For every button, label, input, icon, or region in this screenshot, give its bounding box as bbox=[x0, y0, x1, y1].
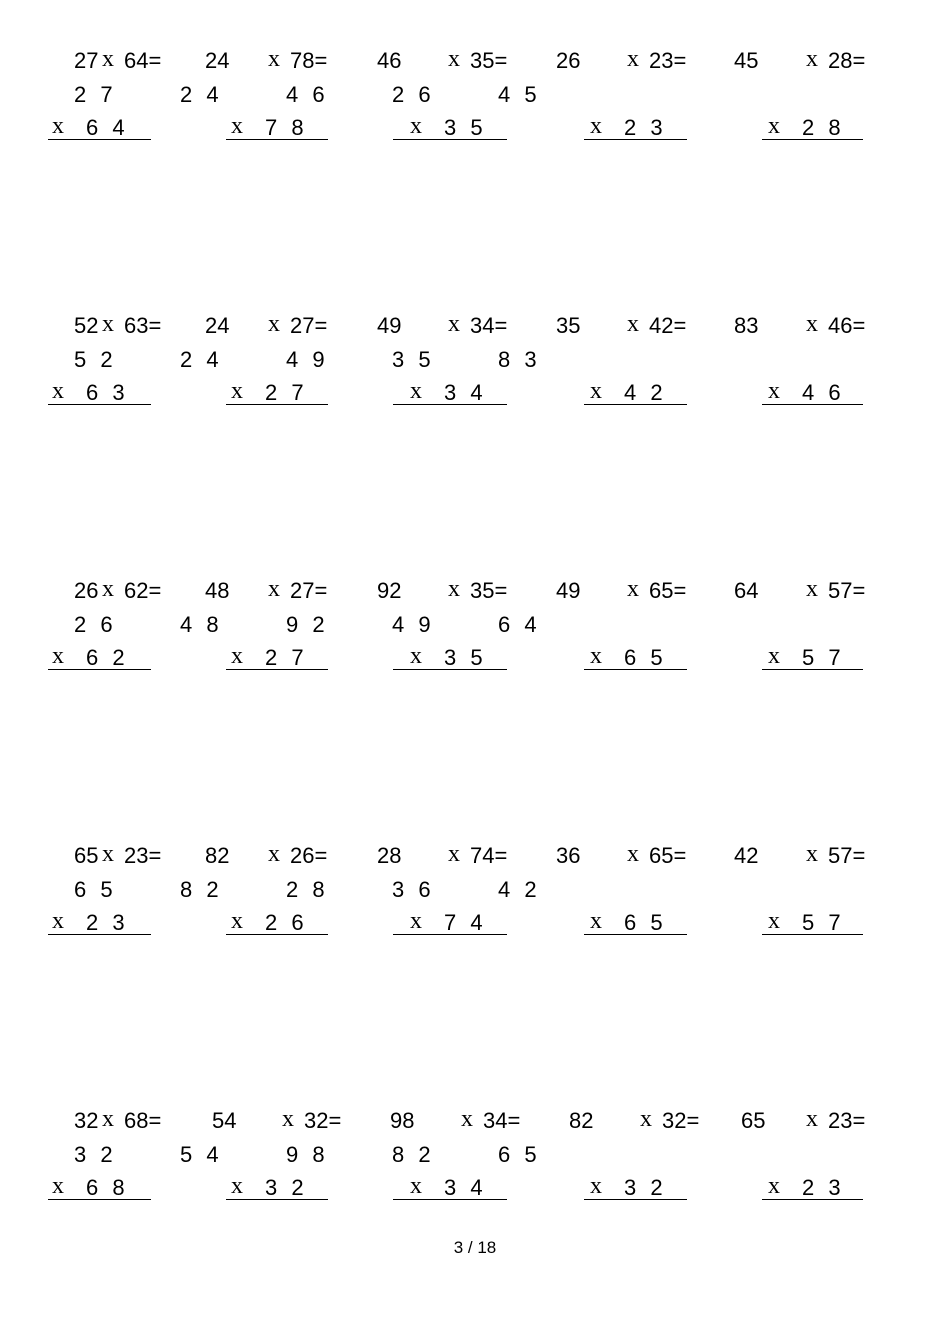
multiplicand: 4 2 bbox=[498, 877, 541, 902]
equation-text: 54 bbox=[212, 1108, 237, 1133]
equation-text: 83 bbox=[734, 313, 759, 338]
multiplicand: 3 2 bbox=[74, 1142, 117, 1167]
multiplicand: 3 5 bbox=[392, 347, 435, 372]
multiplicand: 9 2 bbox=[286, 612, 329, 637]
times-sign: x bbox=[590, 908, 602, 934]
multiplicand: 2 6 bbox=[74, 612, 117, 637]
multiplicand: 6 4 bbox=[498, 612, 541, 637]
equation-text: 26 bbox=[74, 578, 99, 603]
equation-text: 32= bbox=[304, 1108, 342, 1133]
times-sign: x bbox=[410, 113, 422, 139]
multiplier: 2 3 bbox=[86, 910, 129, 935]
times-sign: x bbox=[640, 1106, 652, 1132]
times-sign: x bbox=[231, 378, 243, 404]
equation-text: 74= bbox=[470, 843, 508, 868]
times-sign: x bbox=[282, 1106, 294, 1132]
equation-text: 23= bbox=[828, 1108, 866, 1133]
equation-text: 35 bbox=[556, 313, 581, 338]
multiplicand: 4 5 bbox=[498, 82, 541, 107]
times-sign: x bbox=[627, 46, 639, 72]
times-sign: x bbox=[410, 378, 422, 404]
equation-text: 64= bbox=[124, 48, 162, 73]
times-sign: x bbox=[461, 1106, 473, 1132]
answer-line bbox=[393, 404, 507, 405]
multiplier: 6 8 bbox=[86, 1175, 129, 1200]
equation-text: 23= bbox=[124, 843, 162, 868]
answer-line bbox=[226, 934, 328, 935]
equation-text: 65 bbox=[741, 1108, 766, 1133]
times-sign: x bbox=[231, 643, 243, 669]
multiplier: 5 7 bbox=[802, 910, 845, 935]
times-sign: x bbox=[448, 46, 460, 72]
multiplier: 3 5 bbox=[444, 645, 487, 670]
times-sign: x bbox=[102, 841, 114, 867]
equation-text: 52 bbox=[74, 313, 99, 338]
multiplicand: 4 8 bbox=[180, 612, 223, 637]
equation-text: 34= bbox=[483, 1108, 521, 1133]
multiplier: 3 5 bbox=[444, 115, 487, 140]
times-sign: x bbox=[231, 908, 243, 934]
times-sign: x bbox=[806, 1106, 818, 1132]
equation-text: 27= bbox=[290, 578, 328, 603]
times-sign: x bbox=[806, 841, 818, 867]
times-sign: x bbox=[448, 841, 460, 867]
answer-line bbox=[762, 934, 863, 935]
answer-line bbox=[48, 669, 151, 670]
multiplier: 6 5 bbox=[624, 645, 667, 670]
problem-row bbox=[0, 843, 950, 953]
equation-text: 65= bbox=[649, 843, 687, 868]
multiplicand: 4 6 bbox=[286, 82, 329, 107]
multiplicand: 6 5 bbox=[498, 1142, 541, 1167]
times-sign: x bbox=[448, 576, 460, 602]
multiplier: 6 3 bbox=[86, 380, 129, 405]
multiplier: 7 4 bbox=[444, 910, 487, 935]
times-sign: x bbox=[410, 1173, 422, 1199]
answer-line bbox=[762, 139, 863, 140]
equation-text: 46= bbox=[828, 313, 866, 338]
multiplicand: 8 2 bbox=[392, 1142, 435, 1167]
answer-line bbox=[226, 404, 328, 405]
problem-row bbox=[0, 578, 950, 688]
times-sign: x bbox=[590, 113, 602, 139]
times-sign: x bbox=[52, 378, 64, 404]
equation-text: 35= bbox=[470, 578, 508, 603]
times-sign: x bbox=[410, 643, 422, 669]
equation-text: 27= bbox=[290, 313, 328, 338]
equation-text: 24 bbox=[205, 48, 230, 73]
equation-text: 32= bbox=[662, 1108, 700, 1133]
problem-row bbox=[0, 48, 950, 158]
times-sign: x bbox=[806, 311, 818, 337]
answer-line bbox=[48, 934, 151, 935]
answer-line bbox=[762, 404, 863, 405]
times-sign: x bbox=[768, 1173, 780, 1199]
multiplicand: 4 9 bbox=[392, 612, 435, 637]
times-sign: x bbox=[268, 841, 280, 867]
multiplicand: 2 4 bbox=[180, 82, 223, 107]
times-sign: x bbox=[806, 576, 818, 602]
times-sign: x bbox=[768, 908, 780, 934]
times-sign: x bbox=[102, 576, 114, 602]
answer-line bbox=[762, 1199, 863, 1200]
equation-text: 36 bbox=[556, 843, 581, 868]
multiplicand: 8 3 bbox=[498, 347, 541, 372]
equation-text: 64 bbox=[734, 578, 759, 603]
equation-text: 62= bbox=[124, 578, 162, 603]
equation-text: 65= bbox=[649, 578, 687, 603]
times-sign: x bbox=[627, 841, 639, 867]
multiplier: 3 4 bbox=[444, 1175, 487, 1200]
times-sign: x bbox=[268, 311, 280, 337]
multiplicand: 5 4 bbox=[180, 1142, 223, 1167]
times-sign: x bbox=[627, 576, 639, 602]
times-sign: x bbox=[52, 1173, 64, 1199]
times-sign: x bbox=[102, 311, 114, 337]
equation-text: 82 bbox=[569, 1108, 594, 1133]
equation-text: 32 bbox=[74, 1108, 99, 1133]
answer-line bbox=[584, 139, 687, 140]
multiplier: 2 3 bbox=[802, 1175, 845, 1200]
multiplier: 2 7 bbox=[265, 380, 308, 405]
equation-text: 26= bbox=[290, 843, 328, 868]
multiplier: 3 2 bbox=[265, 1175, 308, 1200]
multiplicand: 3 6 bbox=[392, 877, 435, 902]
answer-line bbox=[48, 1199, 151, 1200]
equation-text: 49 bbox=[556, 578, 581, 603]
times-sign: x bbox=[627, 311, 639, 337]
equation-text: 24 bbox=[205, 313, 230, 338]
multiplier: 2 3 bbox=[624, 115, 667, 140]
multiplicand: 2 8 bbox=[286, 877, 329, 902]
multiplier: 5 7 bbox=[802, 645, 845, 670]
answer-line bbox=[226, 1199, 328, 1200]
equation-text: 26 bbox=[556, 48, 581, 73]
multiplicand: 4 9 bbox=[286, 347, 329, 372]
times-sign: x bbox=[268, 576, 280, 602]
problem-row bbox=[0, 1108, 950, 1218]
multiplier: 2 6 bbox=[265, 910, 308, 935]
times-sign: x bbox=[768, 113, 780, 139]
equation-text: 49 bbox=[377, 313, 402, 338]
multiplicand: 2 6 bbox=[392, 82, 435, 107]
equation-text: 42= bbox=[649, 313, 687, 338]
equation-text: 78= bbox=[290, 48, 328, 73]
times-sign: x bbox=[590, 1173, 602, 1199]
answer-line bbox=[393, 139, 507, 140]
equation-text: 46 bbox=[377, 48, 402, 73]
problem-row bbox=[0, 313, 950, 423]
multiplier: 2 8 bbox=[802, 115, 845, 140]
equation-text: 57= bbox=[828, 843, 866, 868]
times-sign: x bbox=[268, 46, 280, 72]
times-sign: x bbox=[806, 46, 818, 72]
times-sign: x bbox=[102, 46, 114, 72]
times-sign: x bbox=[590, 643, 602, 669]
multiplicand: 5 2 bbox=[74, 347, 117, 372]
answer-line bbox=[584, 404, 687, 405]
equation-text: 27 bbox=[74, 48, 99, 73]
multiplier: 6 2 bbox=[86, 645, 129, 670]
answer-line bbox=[48, 404, 151, 405]
equation-text: 65 bbox=[74, 843, 99, 868]
equation-text: 98 bbox=[390, 1108, 415, 1133]
equation-text: 35= bbox=[470, 48, 508, 73]
times-sign: x bbox=[410, 908, 422, 934]
answer-line bbox=[762, 669, 863, 670]
equation-text: 42 bbox=[734, 843, 759, 868]
multiplier: 6 5 bbox=[624, 910, 667, 935]
multiplier: 6 4 bbox=[86, 115, 129, 140]
equation-text: 82 bbox=[205, 843, 230, 868]
times-sign: x bbox=[768, 643, 780, 669]
multiplier: 2 7 bbox=[265, 645, 308, 670]
equation-text: 45 bbox=[734, 48, 759, 73]
multiplicand: 6 5 bbox=[74, 877, 117, 902]
answer-line bbox=[584, 934, 687, 935]
answer-line bbox=[226, 669, 328, 670]
multiplicand: 2 7 bbox=[74, 82, 117, 107]
equation-text: 57= bbox=[828, 578, 866, 603]
multiplicand: 9 8 bbox=[286, 1142, 329, 1167]
times-sign: x bbox=[102, 1106, 114, 1132]
answer-line bbox=[393, 934, 507, 935]
equation-text: 23= bbox=[649, 48, 687, 73]
multiplier: 3 4 bbox=[444, 380, 487, 405]
multiplicand: 8 2 bbox=[180, 877, 223, 902]
answer-line bbox=[584, 1199, 687, 1200]
times-sign: x bbox=[231, 113, 243, 139]
equation-text: 34= bbox=[470, 313, 508, 338]
answer-line bbox=[584, 669, 687, 670]
equation-text: 48 bbox=[205, 578, 230, 603]
times-sign: x bbox=[448, 311, 460, 337]
equation-text: 68= bbox=[124, 1108, 162, 1133]
multiplier: 3 2 bbox=[624, 1175, 667, 1200]
equation-text: 63= bbox=[124, 313, 162, 338]
answer-line bbox=[393, 669, 507, 670]
answer-line bbox=[48, 139, 151, 140]
page-number: 3 / 18 bbox=[453, 1238, 497, 1257]
times-sign: x bbox=[52, 908, 64, 934]
multiplier: 4 6 bbox=[802, 380, 845, 405]
times-sign: x bbox=[231, 1173, 243, 1199]
multiplier: 4 2 bbox=[624, 380, 667, 405]
times-sign: x bbox=[768, 378, 780, 404]
equation-text: 92 bbox=[377, 578, 402, 603]
times-sign: x bbox=[52, 643, 64, 669]
times-sign: x bbox=[590, 378, 602, 404]
multiplicand: 2 4 bbox=[180, 347, 223, 372]
multiplier: 7 8 bbox=[265, 115, 308, 140]
equation-text: 28 bbox=[377, 843, 402, 868]
times-sign: x bbox=[52, 113, 64, 139]
answer-line bbox=[393, 1199, 507, 1200]
answer-line bbox=[226, 139, 328, 140]
equation-text: 28= bbox=[828, 48, 866, 73]
